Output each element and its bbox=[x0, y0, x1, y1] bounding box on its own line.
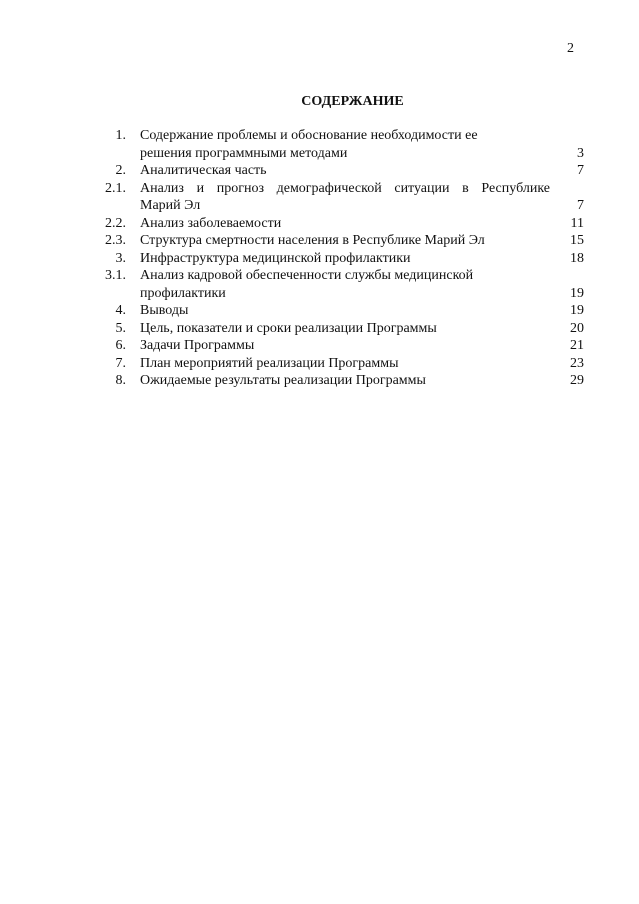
page-title: СОДЕРЖАНИЕ bbox=[301, 94, 404, 109]
toc-entry bbox=[0, 302, 639, 320]
toc-entry-number: 2. bbox=[115, 163, 126, 178]
toc-entry-title: Структура смертности населения в Республике Марий Эл bbox=[140, 233, 485, 248]
toc-entry-number: 4. bbox=[115, 303, 126, 318]
toc-entry-number: 8. bbox=[115, 373, 126, 388]
toc-entry-page: 3 bbox=[577, 145, 584, 161]
toc-entry-page: 20 bbox=[570, 320, 584, 336]
toc-entry bbox=[0, 180, 639, 215]
toc-entry-title: План мероприятий реализации Программы bbox=[140, 355, 399, 371]
toc-entry-number: 3.1. bbox=[105, 268, 126, 283]
toc-entry-title: Задачи Программы bbox=[140, 338, 255, 353]
toc-entry-number: 1. bbox=[115, 128, 126, 143]
toc-entry bbox=[0, 337, 639, 355]
toc-entry-title: Ожидаемые результаты реализации Программы bbox=[140, 373, 426, 388]
toc-entry bbox=[0, 355, 639, 373]
toc-entry-page: 19 bbox=[570, 285, 584, 301]
toc-entry-title: Инфраструктура медицинской профилактики bbox=[140, 250, 411, 266]
toc-entry-page: 18 bbox=[570, 250, 584, 266]
toc-entry-title: Марий Эл bbox=[140, 198, 201, 213]
page-number: 2 bbox=[567, 41, 574, 56]
toc-entry-title: профилактики bbox=[140, 285, 226, 301]
toc-entry-title: Цель, показатели и сроки реализации Программы bbox=[140, 320, 437, 336]
toc-entry bbox=[0, 162, 639, 180]
table-of-contents bbox=[0, 127, 639, 390]
toc-entry bbox=[0, 232, 639, 250]
toc-entry-page: 15 bbox=[570, 233, 584, 248]
toc-entry bbox=[0, 372, 639, 390]
toc-entry-number: 2.3. bbox=[105, 233, 126, 248]
toc-entry-title: решения программными методами bbox=[140, 145, 348, 161]
toc-entry-number: 5. bbox=[115, 320, 126, 336]
toc-entry bbox=[0, 267, 639, 302]
toc-entry bbox=[0, 250, 639, 268]
toc-entry-title: Аналитическая часть bbox=[140, 163, 267, 178]
toc-entry-title: Содержание проблемы и обоснование необходимости ее bbox=[140, 128, 478, 143]
toc-entry-title: Анализ и прогноз демографической ситуации в Республике bbox=[140, 180, 550, 196]
toc-entry-page: 23 bbox=[570, 355, 584, 371]
toc-entry-page: 11 bbox=[570, 215, 584, 231]
toc-entry bbox=[0, 320, 639, 338]
toc-entry-number: 6. bbox=[115, 338, 126, 353]
toc-entry-page: 29 bbox=[570, 373, 584, 388]
toc-entry bbox=[0, 127, 639, 162]
toc-entry-page: 7 bbox=[577, 198, 584, 213]
toc-entry bbox=[0, 215, 639, 233]
toc-entry-page: 19 bbox=[570, 303, 584, 318]
toc-entry-title: Выводы bbox=[140, 303, 189, 318]
toc-entry-page: 21 bbox=[570, 338, 584, 353]
toc-entry-number: 3. bbox=[115, 250, 126, 266]
toc-entry-number: 2.1. bbox=[105, 180, 126, 196]
toc-entry-number: 2.2. bbox=[105, 215, 126, 231]
toc-entry-page: 7 bbox=[577, 163, 584, 178]
toc-entry-title: Анализ кадровой обеспеченности службы медицинской bbox=[140, 268, 474, 283]
toc-entry-number: 7. bbox=[115, 355, 126, 371]
toc-entry-title: Анализ заболеваемости bbox=[140, 215, 282, 231]
